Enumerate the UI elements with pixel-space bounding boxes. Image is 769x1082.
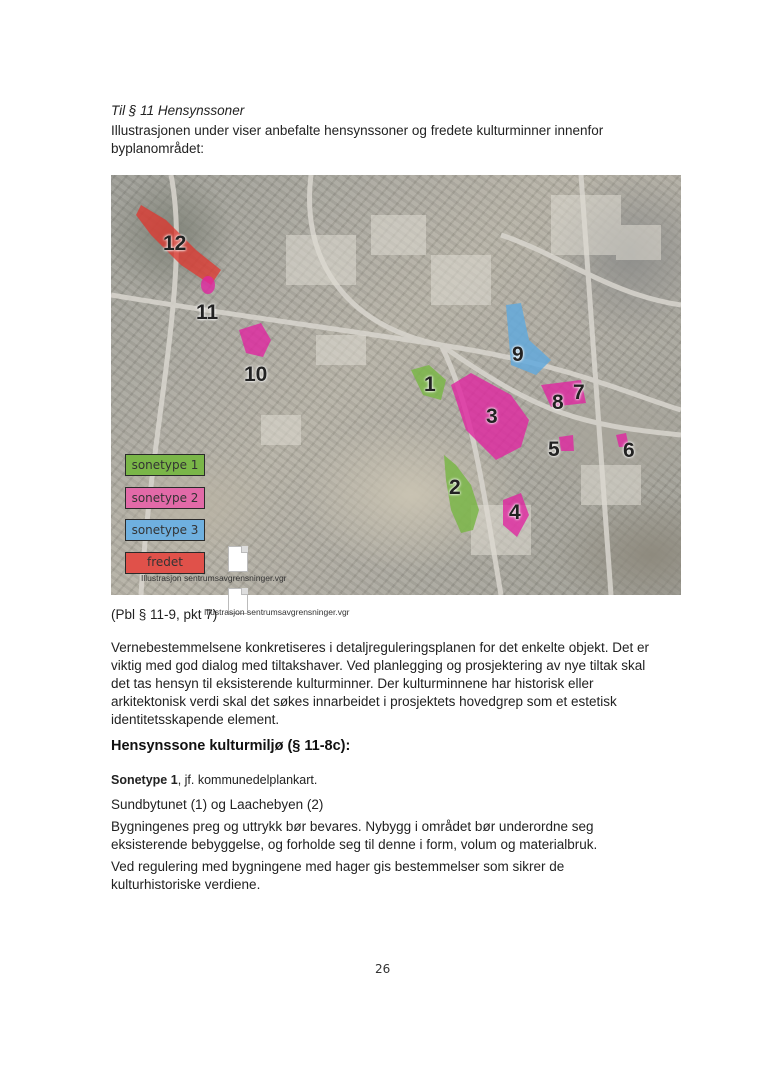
pbl-reference: (Pbl § 11-9, pkt 7)	[111, 607, 218, 622]
file-icon	[228, 546, 248, 572]
zone-label: 6	[623, 439, 635, 462]
paragraph-vernebestemmelser: Vernebestemmelsene konkretiseres i detaljreguleringsplanen for det enkelte objekt. Det er viktig med god dialog med tiltakshaver. Ved planlegging og prosjektering av nye tiltak skal det tas hensyn til eksisterende kulturminner. Der kulturminnene har historisk eller arkitektonisk verdi skal det søkes innarbeidet i prosjektets hovedgrep som et estetisk identitetsskapende element.	[111, 640, 650, 727]
zone-label: 7	[573, 381, 585, 404]
zone-5	[559, 435, 574, 451]
zone-label: 11	[196, 301, 219, 324]
legend-sonetype-1: sonetype 1	[125, 454, 205, 476]
paragraph-regulering: Ved regulering med bygningene med hager gis bestemmelser som sikrer de kulturhistoriske verdiene.	[111, 859, 565, 892]
zone-10	[239, 323, 271, 357]
section-title: Til § 11 Hensynssoner	[111, 103, 245, 118]
places-text: Sundbytunet (1) og Laachebyen (2)	[111, 797, 324, 812]
zone-label: 9	[512, 343, 524, 366]
paragraph-bygningenes-preg: Bygningenes preg og uttrykk bør bevares. Nybygg i området bør underordne seg eksisterende bebyggelse, og forholde seg til denne i form, volum og materialbruk.	[111, 819, 598, 852]
zone-label: 1	[424, 373, 436, 396]
page-number: 26	[375, 962, 391, 976]
zone-label: 2	[449, 476, 461, 499]
sonetype-line	[111, 773, 317, 787]
zone-label: 4	[509, 501, 521, 524]
sonetype-rest: , jf. kommunedelplankart.	[177, 773, 318, 787]
section-heading: Hensynssone kulturmiljø (§ 11-8c):	[111, 738, 351, 754]
legend-sonetype-2: sonetype 2	[125, 487, 205, 509]
zone-label: 5	[548, 438, 560, 461]
legend-fredet: fredet	[125, 552, 205, 574]
sonetype-bold: Sonetype 1	[111, 773, 178, 787]
legend-sonetype-3: sonetype 3	[125, 519, 205, 541]
zone-label: 10	[244, 363, 268, 386]
zone-label: 8	[552, 391, 564, 414]
map-file-caption: Illustrasjon sentrumsavgrensninger.vgr	[141, 573, 287, 583]
zone-label: 3	[486, 405, 498, 428]
zone-11	[201, 276, 215, 294]
aerial-map	[111, 175, 681, 595]
intro-text: Illustrasjonen under viser anbefalte hensynssoner og fredete kulturminner innenfor byplanområdet:	[111, 123, 604, 156]
zone-label: 12	[163, 232, 187, 255]
reference-file-caption: Illustrasjon sentrumsavgrensninger.vgr	[204, 607, 350, 617]
